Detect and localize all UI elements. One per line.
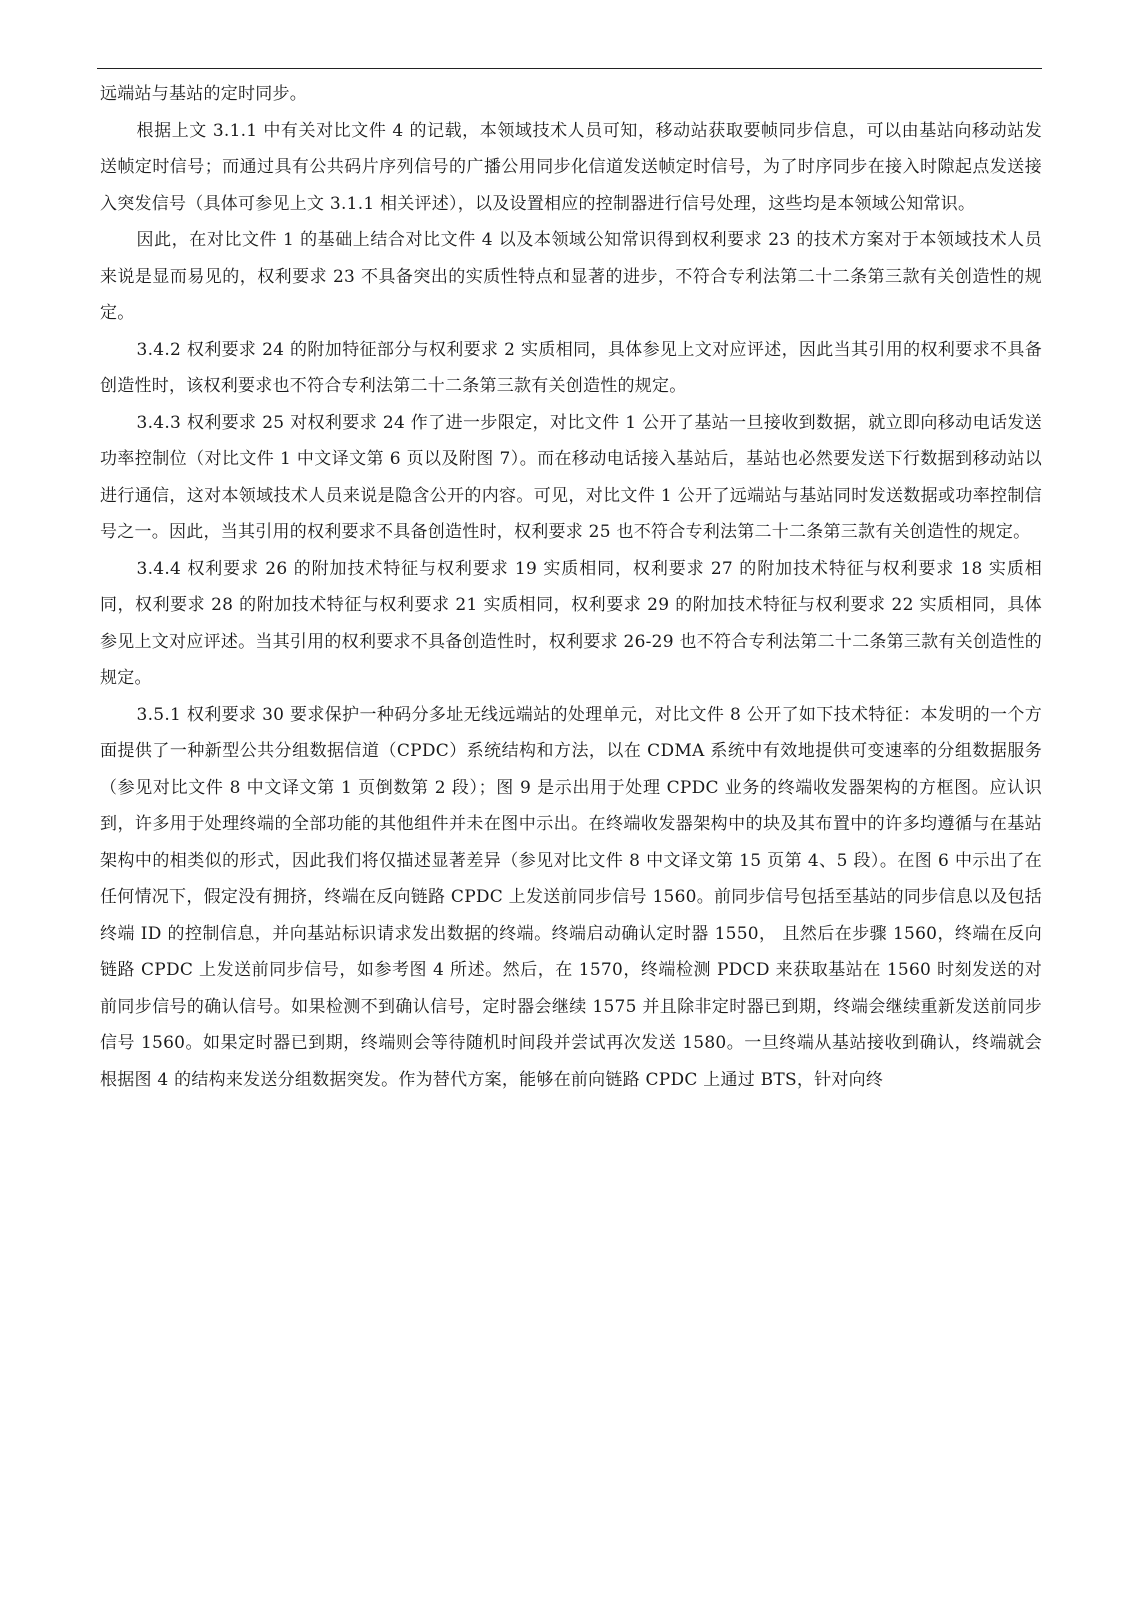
document-body — [100, 76, 1042, 1098]
paragraph-claim-23-conclusion: 因此，在对比文件 1 的基础上结合对比文件 4 以及本领域公知常识得到权利要求 23 的技术方案对于本领域技术人员来说是显而易见的，权利要求 23 不具备突出的实质性特点和显著的进步，不符合专利法第二十二条第三款有关创造性的规定。 — [100, 230, 1042, 323]
paragraph-3-4-4: 3.4.4 权利要求 26 的附加技术特征与权利要求 19 实质相同，权利要求 27 的附加技术特征与权利要求 18 实质相同，权利要求 28 的附加技术特征与权利要求 21 实质相同，权利要求 29 的附加技术特征与权利要求 22 实质相同，具体参见上文对应评述。当其引用的权利要求不具备创造性时，权利要求 26-29 也不符合专利法第二十二条第三款有关创造性的规定。 — [100, 558, 1042, 688]
paragraph-continuation: 远端站与基站的定时同步。 — [100, 84, 307, 104]
paragraph-3-4-3: 3.4.3 权利要求 25 对权利要求 24 作了进一步限定，对比文件 1 公开了基站一旦接收到数据，就立即向移动电话发送功率控制位（对比文件 1 中文译文第 6 页以及附图 7）。而在移动电话接入基站后，基站也必然要发送下行数据到移动站以进行通信，这对本领域技术人员来说是隐含公开的内容。可见，对比文件 1 公开了远端站与基站同时发送数据或功率控制信号之一。因此，当其引用的权利要求不具备创造性时，权利要求 25 也不符合专利法第二十二条第三款有关创造性的规定。 — [100, 412, 1042, 542]
paragraph-common-knowledge: 根据上文 3.1.1 中有关对比文件 4 的记载，本领域技术人员可知，移动站获取要帧同步信息，可以由基站向移动站发送帧定时信号；而通过具有公共码片序列信号的广播公用同步化信道发送帧定时信号，为了时序同步在接入时隙起点发送接入突发信号（具体可参见上文 3.1.1 相关评述），以及设置相应的控制器进行信号处理，这些均是本领域公知常识。 — [100, 120, 1042, 214]
header-rule — [97, 68, 1042, 69]
paragraph-3-4-2: 3.4.2 权利要求 24 的附加特征部分与权利要求 2 实质相同，具体参见上文对应评述，因此当其引用的权利要求不具备创造性时，该权利要求也不符合专利法第二十二条第三款有关创造性的规定。 — [100, 339, 1042, 396]
paragraph-3-5-1: 3.5.1 权利要求 30 要求保护一种码分多址无线远端站的处理单元，对比文件 8 公开了如下技术特征：本发明的一个方面提供了一种新型公共分组数据信道（CPDC）系统结构和方法，以在 CDMA 系统中有效地提供可变速率的分组数据服务（参见对比文件 8 中文译文第 1 页倒数第 2 段）；图 9 是示出用于处理 CPDC 业务的终端收发器架构的方框图。应认识到，许多用于处理终端的全部功能的其他组件并未在图中示出。在终端收发器架构中的块及其布置中的许多均遵循与在基站架构中的相类似的形式，因此我们将仅描述显著差异（参见对比文件 8 中文译文第 15 页第 4、5 段）。在图 6 中示出了在任何情况下，假定没有拥挤，终端在反向链路 CPDC 上发送前同步信号 1560。前同步信号包括至基站的同步信息以及包括终端 ID 的控制信息，并向基站标识请求发出数据的终端。终端启动确认定时器 1550， 且然后在步骤 1560，终端在反向链路 CPDC 上发送前同步信号，如参考图 4 所述。然后，在 1570，终端检测 PDCD 来获取基站在 1560 时刻发送的对前同步信号的确认信号。如果检测不到确认信号，定时器会继续 1575 并且除非定时器已到期，终端会继续重新发送前同步信号 1560。如果定时器已到期，终端则会等待随机时间段并尝试再次发送 1580。一旦终端从基站接收到确认，终端就会根据图 4 的结构来发送分组数据突发。作为替代方案，能够在前向链路 CPDC 上通过 BTS，针对向终 — [100, 704, 1042, 1090]
